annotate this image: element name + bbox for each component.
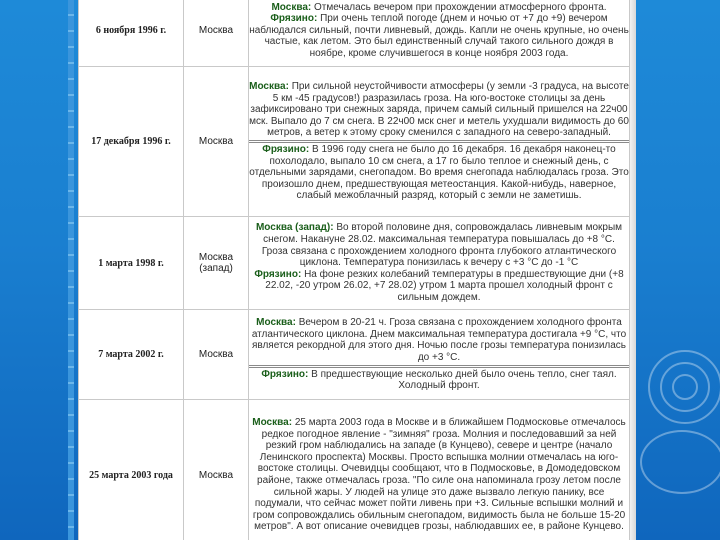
table-row	[79, 400, 630, 540]
station-label: Фрязино:	[254, 268, 302, 280]
event-date: 1 марта 1998 г.	[79, 217, 184, 310]
table-row	[79, 0, 630, 67]
station-label: Фрязино:	[261, 368, 309, 380]
station-label: Фрязино:	[270, 13, 318, 25]
description-text: 25 марта 2003 года в Москве и в ближайшем Подмосковье отмечалось редкое погодное явление - "зимняя" гроза. Молния и последовавший за ней резкий гром наблюдались на западе (в Кунцево), севере и центре (начало Ленинского проспекта) Москвы. Просто вспышка молнии отмечалась на юго-востоке столицы. Очевидцы сообщают, что в Подмосковье, в Домодедовском районе, также отмечалась гроза. "По силе она напоминала грозу летом после сильной жары. У людей на улице это даже вызвало легкую панику, все подумали, что сейчас может пойти ливень при +3. Сильные вспышки молний и гром сопровождались обильным снегопадом, видимость была не больше 15-20 метров". А вот описание очевидцев грозы, наблюдавших ее, в районе Кунцево.	[252, 417, 626, 533]
description-paragraph	[249, 81, 629, 139]
description-text: В 1996 году снега не было до 16 декабря. 16 декабря наконец-то похолодало, выпало 10 см снега, а 17 го было теплое и снежный день, с отдельными зарядами, снегопадом. Во время снегопада наблюдалась гроза. Это произошло днем, предшествующая метеостанция. Какой-нибудь, наверное, слабый межоблачный разряд, который с земли не заметишь.	[249, 144, 629, 202]
event-date: 17 декабря 1996 г.	[79, 67, 184, 217]
paragraph-divider	[249, 365, 629, 368]
station-label: Москва (запад):	[255, 222, 334, 234]
paragraph-divider	[249, 140, 629, 143]
event-description	[249, 400, 630, 540]
water-ripple-lower	[640, 430, 720, 494]
description-text: При очень теплой погоде (днем и ночью от +7 до +9) вечером наблюдался сильный, почти ливневый, дождь. Капли не очень крупные, но очень частые, как летом. Это был единственный случай такого сильного дождя в ноябре, кроме случившегося в конце ноября 2003 года.	[249, 13, 629, 59]
description-text: Вечером в 20-21 ч. Гроза связана с прохождением холодного фронта атлантического циклона. Днем максимальная температура достигала +9 °C, что является рекордной для этого дня. Ночью после грозы температура понизилась до +3 °C.	[251, 317, 627, 363]
event-date: 6 ноября 1996 г.	[79, 0, 184, 67]
event-place: Москва	[184, 0, 249, 67]
description-paragraph	[249, 144, 629, 202]
event-place: Москва	[184, 67, 249, 217]
description-paragraph	[249, 2, 629, 14]
event-description	[249, 67, 630, 217]
table-row	[79, 67, 630, 217]
description-paragraph	[249, 317, 629, 363]
document-sheet	[78, 0, 636, 540]
description-paragraph	[249, 417, 629, 533]
station-label: Москва:	[271, 1, 312, 13]
event-description	[249, 310, 630, 400]
table-row	[79, 217, 630, 310]
event-description	[249, 217, 630, 310]
station-label: Москва:	[249, 81, 289, 93]
station-label: Фрязино:	[262, 144, 310, 155]
description-text: Отмечалась вечером при прохождении атмосферного фронта.	[314, 1, 607, 13]
station-label: Москва:	[252, 417, 293, 429]
left-decorative-strip	[68, 0, 74, 540]
description-paragraph	[249, 222, 629, 268]
event-place: Москва (запад)	[184, 217, 249, 310]
description-text: Во второй половине дня, сопровождалась ливневым мокрым снегом. Накануне 28.02. максимальная температура повышалась до +8 °C. Гроза связана с прохождением холодного фронта глубокого атлантического циклона. Температура понизилась к вечеру с +3 °C до -1 °C	[261, 222, 623, 269]
water-ripple-inner	[672, 374, 698, 400]
event-description	[249, 0, 630, 67]
description-text: При сильной неустойчивости атмосферы (у земли -3 градуса, на высоте 5 км -45 градусов!) разразилась гроза. На юго-востоке столицы за день зафиксировано три снежных заряда, причем самый сильный пришелся на 22ч00 мск. Выпало до 7 см снега. В 22ч00 мск снег и метель ухудшали видимость до 60 метров, а ветер к этому сроку сменился с западного на северо-западный.	[249, 81, 629, 139]
event-place: Москва	[184, 310, 249, 400]
station-label: Москва:	[256, 317, 296, 329]
table-row	[79, 310, 630, 400]
description-text: В предшествующие несколько дней было очень тепло, снег таял. Холодный фронт.	[311, 368, 617, 392]
description-text: На фоне резких колебаний температуры в предшествующие дни (+8 22.02, -20 утром 26.02, +7 28.02) утром 1 марта прошел холодный фронт с сильным дождем.	[265, 268, 624, 303]
event-date: 7 марта 2002 г.	[79, 310, 184, 400]
event-date: 25 марта 2003 года	[79, 400, 184, 540]
description-paragraph	[249, 369, 629, 392]
winter-thunderstorm-table	[78, 0, 630, 540]
description-paragraph	[249, 13, 629, 59]
description-paragraph	[249, 269, 629, 304]
event-place: Москва	[184, 400, 249, 540]
